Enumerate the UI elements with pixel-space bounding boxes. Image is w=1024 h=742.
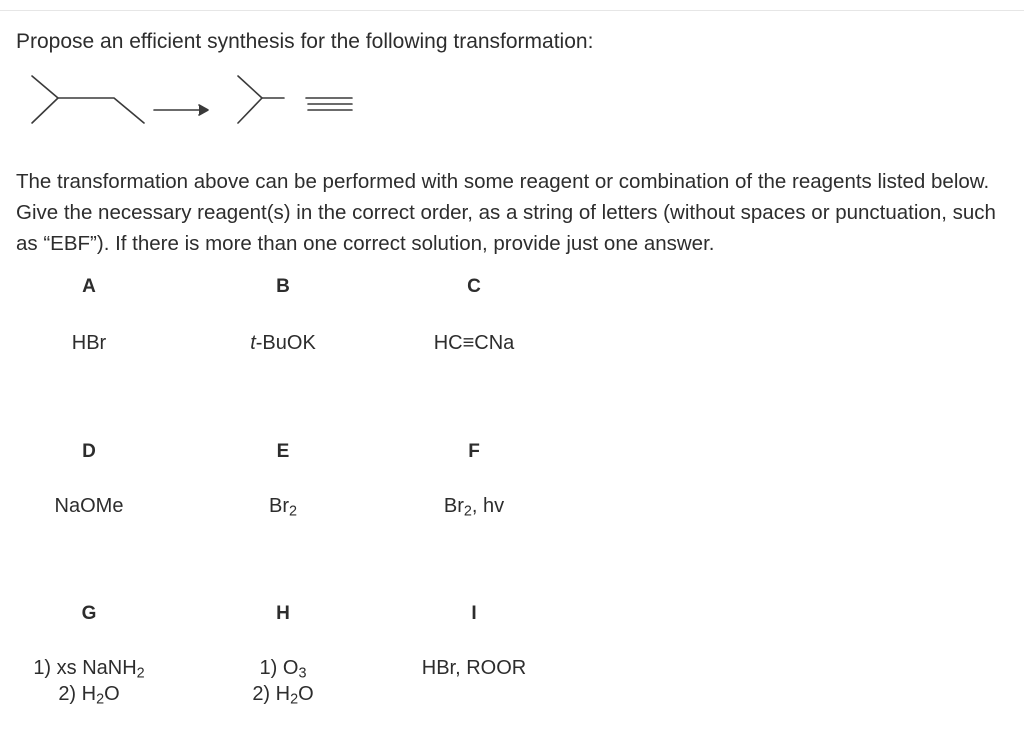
top-divider (0, 10, 1024, 11)
reagent-letter-i: I (471, 603, 477, 624)
reagent-d: NaOMe (54, 495, 124, 517)
reagent-e: $Br_2$ (268, 495, 297, 520)
reagent-h: 1) $O_3$ 2) $H_2O$ (252, 657, 314, 708)
reagent-letter-d: D (82, 441, 96, 462)
reagent-letter-h: H (276, 603, 290, 624)
question-prompt: Propose an efficient synthesis for the following transformation: (16, 30, 594, 53)
reagent-f: $Br_2$, hv (443, 495, 505, 520)
question-instructions: The transformation above can be performed with some reagent or combination of the reagents listed below. Give the necessary reagent(s) in the correct order, as a string of letters (without spaces or punctuation, such as “EBF”). If there is more than one correct solution, provide just one answer. (16, 170, 996, 255)
product-skeleton (238, 76, 262, 123)
reagent-letter-c: C (467, 276, 481, 297)
starting-material-chain (58, 98, 144, 123)
reagent-g: 1) xs NaNH$_2$ 2) $H_2O$ (33, 657, 145, 708)
reaction-scheme-drawing (22, 68, 362, 158)
reagent-letter-b: B (276, 276, 290, 297)
reagent-b: t-BuOK (250, 332, 316, 354)
reagent-i: HBr, ROOR (421, 657, 527, 679)
reagent-letter-a: A (82, 276, 96, 297)
starting-material-skeleton (32, 76, 58, 123)
reaction-scheme (22, 68, 362, 163)
reagent-letter-g: G (81, 603, 97, 624)
reagent-letter-f: F (468, 441, 480, 462)
arrow-head (199, 105, 208, 115)
reagent-a: HBr (71, 332, 107, 354)
reagent-letter-e: E (276, 441, 290, 462)
reagent-c: HC≡CNa (433, 332, 515, 354)
